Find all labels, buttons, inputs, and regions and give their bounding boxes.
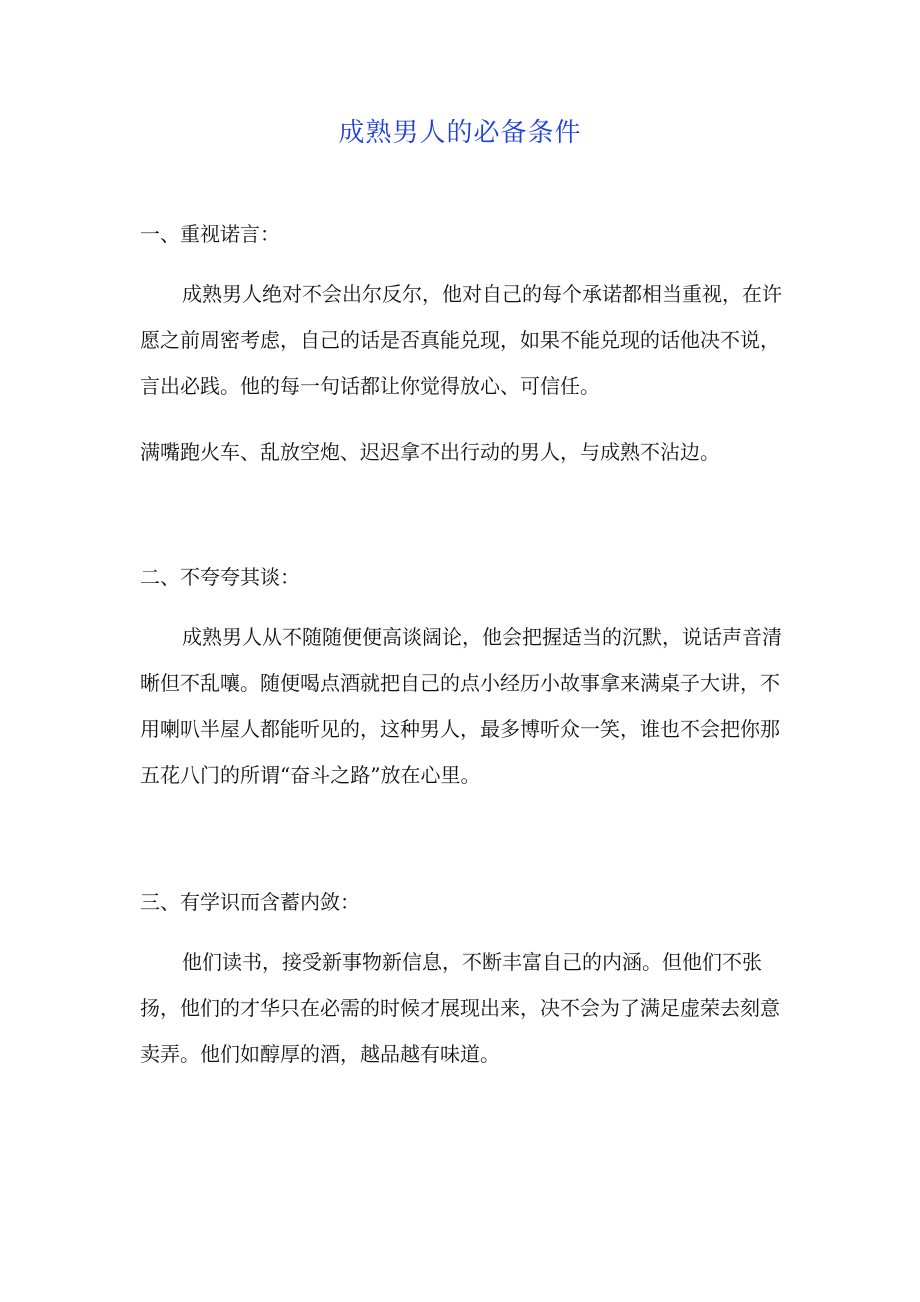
section-2-body	[140, 614, 784, 798]
section-1-paragraph-2: 满嘴跑火车、乱放空炮、迟迟拿不出行动的男人，与成熟不沾边。	[140, 440, 720, 464]
document-title: 成熟男人的必备条件	[338, 118, 582, 148]
section-1-body-2	[140, 429, 784, 475]
section-1-paragraph-1: 成熟男人绝对不会出尔反尔，他对自己的每个承诺都相当重视，在许愿之前周密考虑，自己的话是否真能兑现，如果不能兑现的话他决不说，言出必践。他的每一句话都让你觉得放心、可信任。	[140, 282, 782, 398]
section-2-paragraph-1: 成熟男人从不随随便便高谈阔论，他会把握适当的沉默，说话声音清晰但不乱嚷。随便喝点酒就把自己的点小经历小故事拿来满桌子大讲，不用喇叭半屋人都能听见的，这种男人，最多博听众一笑，谁也不会把你那五花八门的所谓“奋斗之路”放在心里。	[140, 625, 782, 787]
section-3-heading: 三、有学识而含蓄内敛：	[140, 890, 360, 914]
section-3-body	[140, 939, 784, 1077]
section-3-paragraph-1: 他们读书，接受新事物新信息，不断丰富自己的内涵。但他们不张扬，他们的才华只在必需的时候才展现出来，决不会为了满足虚荣去刻意卖弄。他们如醇厚的酒，越品越有味道。	[140, 950, 780, 1066]
section-1-heading: 一、重视诺言：	[140, 222, 280, 246]
section-1-body	[140, 271, 784, 409]
section-2-heading: 二、不夸夸其谈：	[140, 565, 300, 589]
